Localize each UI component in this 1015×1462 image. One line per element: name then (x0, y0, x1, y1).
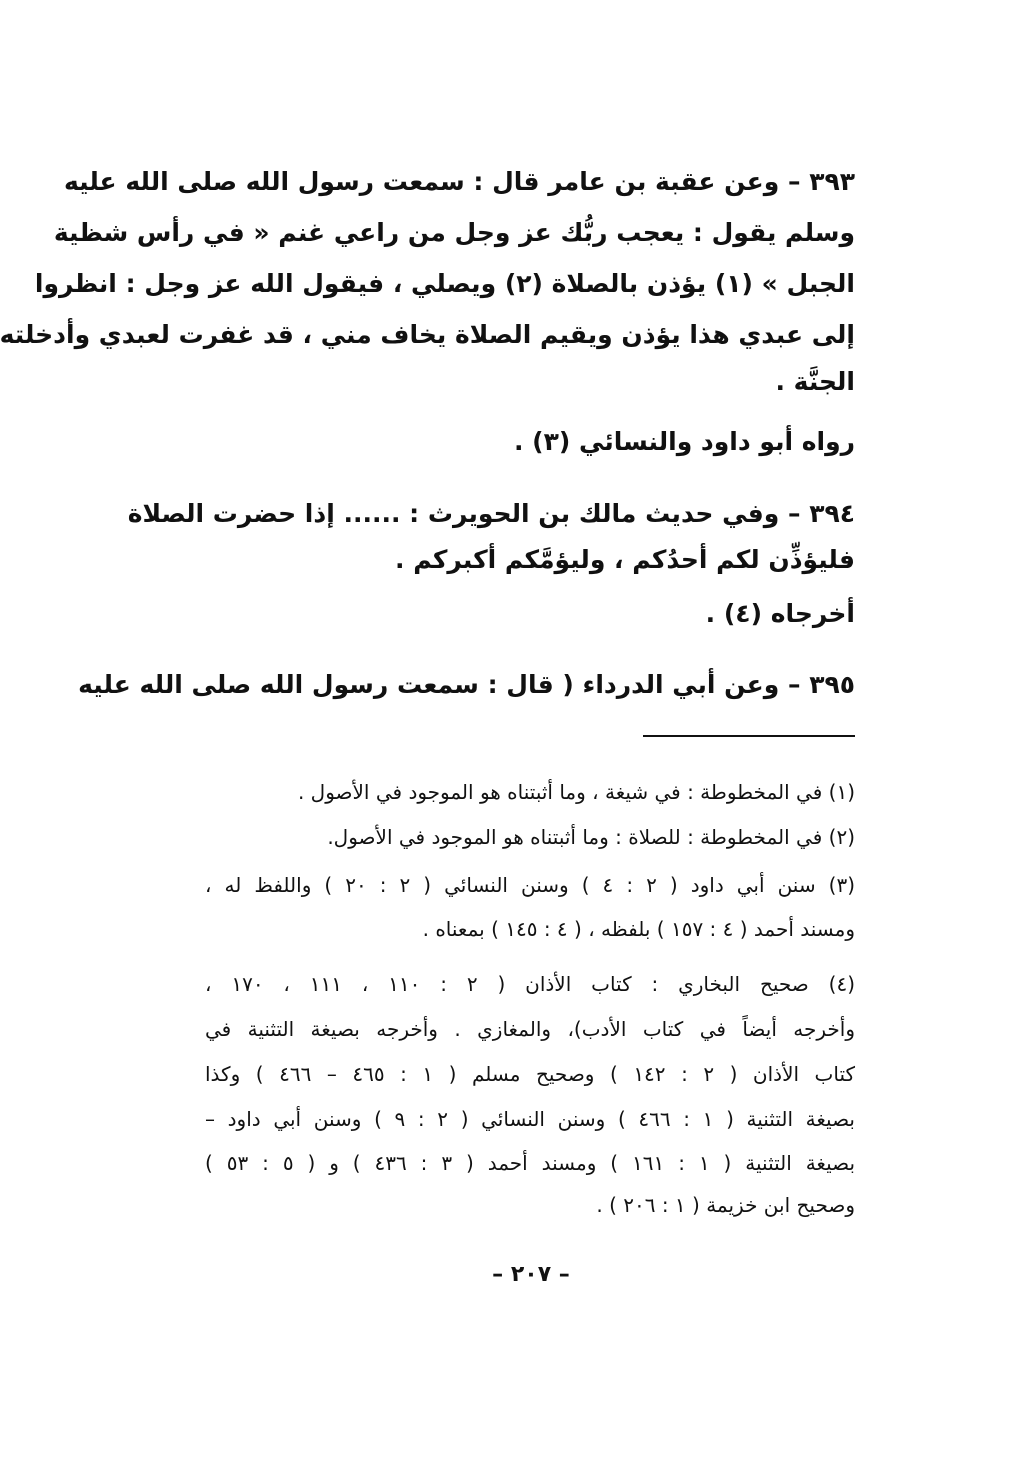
hadith-394-line-2: فليؤذِّن لكم أحدُكم ، وليؤمَّكم أكبركم . (395, 545, 855, 574)
footnote-4-line-1: (٤) صحيح البخاري : كتاب الأذان ( ٢ : ١١٠ ، ١١١ ، ١٧٠ ، (205, 972, 856, 996)
hadith-393-line-4: إلى عبدي هذا يؤذن ويقيم الصلاة يخاف مني ، قد غفرت لعبدي وأدخلته (0, 320, 855, 349)
narration-394: أخرجاه (٤) . (705, 599, 855, 628)
footnote-4-line-4: بصيغة التثنية ( ١ : ٤٦٦ ) وسنن النسائي ( ٢ : ٩ ) وسنن أبي داود – (205, 1107, 855, 1131)
page-number: – ٢٠٧ – (492, 1262, 570, 1287)
hadith-393-line-1: ٣٩٣ – وعن عقبة بن عامر قال : سمعت رسول الله صلى الله عليه (63, 167, 855, 196)
footnote-2: (٢) في المخطوطة : للصلاة : وما أثبتناه هو الموجود في الأصول. (327, 825, 855, 849)
footnote-3-line-2: ومسند أحمد ( ٤ : ١٥٧ ) بلفظه ، ( ٤ : ١٤٥ ) بمعناه . (422, 917, 855, 941)
footnote-4-line-2: وأخرجه أيضاً في كتاب الأدب)، والمغازي . وأخرجه بصيغة التثنية في (205, 1017, 855, 1041)
footnote-4-line-6: وصحيح ابن خزيمة ( ١ : ٢٠٦ ) . (596, 1193, 855, 1217)
footnote-separator (643, 735, 855, 737)
footnote-3-line-1: (٣) سنن أبي داود ( ٢ : ٤ ) وسنن النسائي ( ٢ : ٢٠ ) واللفظ له ، (205, 873, 855, 897)
hadith-393-line-5: الجنَّة . (775, 367, 855, 396)
hadith-393-line-2: وسلم يقول : يعجب ربُّك عز وجل من راعي غنم « في رأس شظية (53, 218, 855, 247)
footnote-4-line-3: كتاب الأذان ( ٢ : ١٤٢ ) وصحيح مسلم ( ١ : ٤٦٥ – ٤٦٦ ) وكذا (205, 1062, 856, 1086)
narration-393: رواه أبو داود والنسائي (٣) . (513, 427, 855, 456)
footnote-1: (١) في المخطوطة : في شيغة ، وما أثبتناه هو الموجود في الأصول . (297, 780, 855, 804)
hadith-393-line-3: الجبل » (١) يؤذن بالصلاة (٢) ويصلي ، فيقول الله عز وجل : انظروا (34, 269, 855, 298)
hadith-395-line-1: ٣٩٥ – وعن أبي الدرداء ( قال : سمعت رسول الله صلى الله عليه (78, 670, 855, 699)
footnote-4-line-5: بصيغة التثنية ( ١ : ١٦١ ) ومسند أحمد ( ٣ : ٤٣٦ ) و ( ٥ : ٥٣ ) (205, 1151, 856, 1175)
hadith-394-line-1: ٣٩٤ – وفي حديث مالك بن الحويرث : ...... إذا حضرت الصلاة (127, 499, 855, 528)
